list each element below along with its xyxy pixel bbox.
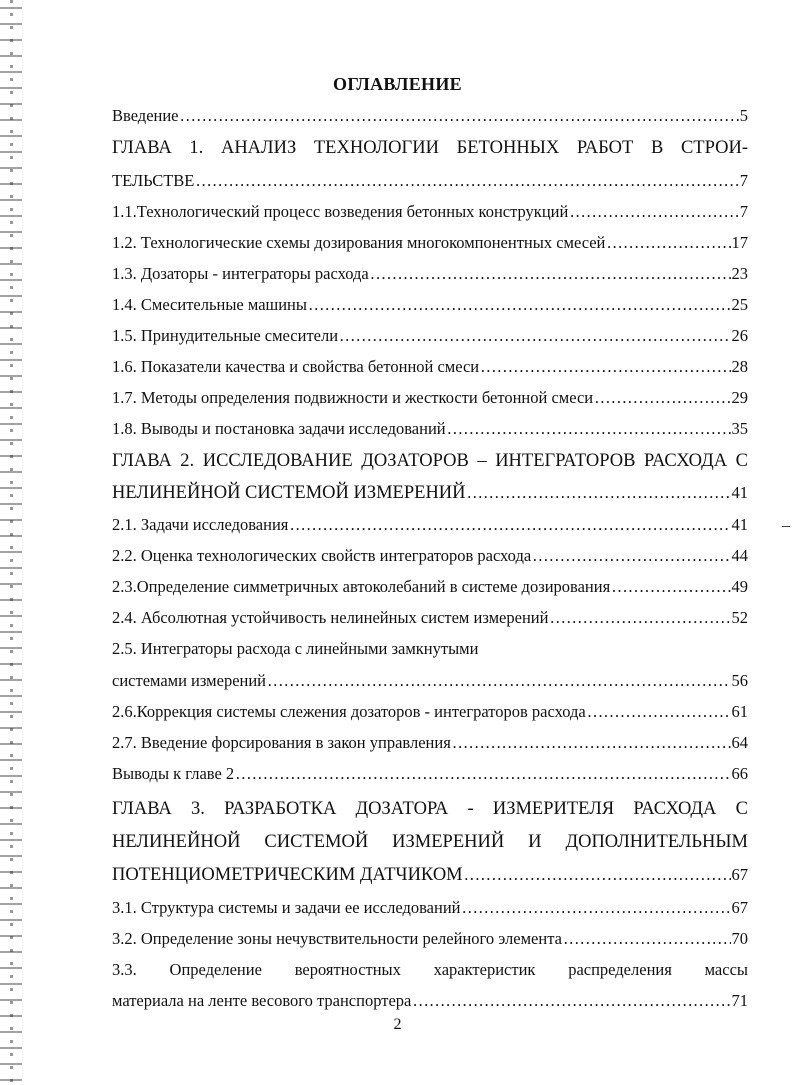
toc-entry-conclusions-2: Выводы к главе 2 …………………………………………………………………………………………………………………………………………………………………… 66 — [112, 764, 748, 784]
toc-entry-1-4: 1.4. Смесительные машины …………………………………………………………………………………………………………………………………………………………………… 25 — [112, 295, 748, 315]
toc-entry-2-4: 2.4. Абсолютная устойчивость нелинейных систем измерений …………………………………………………………………………………………………………………………………………………………………… 52 — [112, 608, 748, 628]
toc-chapter-3-line3: ПОТЕНЦИОМЕТРИЧЕСКИМ ДАТЧИКОМ …………………………………………………………………………………………………………………………………………………………………… 67 — [112, 865, 748, 886]
toc-entry-intro: Введение …………………………………………………………………………………………………………………………………………………………………… 5 — [112, 106, 748, 126]
toc-entry-3-3-line1: 3.3. Определение вероятностных характеристик распределения массы — [112, 960, 748, 979]
toc-chapter-2-line1: ГЛАВА 2. ИССЛЕДОВАНИЕ ДОЗАТОРОВ – ИНТЕГРАТОРОВ РАСХОДА С — [112, 451, 748, 471]
toc-entry-1-8: 1.8. Выводы и постановка задачи исследований …………………………………………………………………………………………………………………………………………………………………… 35 — [112, 419, 748, 439]
page-number: 2 — [393, 1016, 402, 1033]
toc-entry-2-6: 2.6.Коррекция системы слежения дозаторов - интеграторов расхода …………………………………………………………………………………………………………………………………………………………………… 61 — [112, 702, 748, 722]
toc-entry-2-1: 2.1. Задачи исследования …………………………………………………………………………………………………………………………………………………………………… 41 — [112, 515, 748, 535]
toc-entry-1-1: 1.1.Технологический процесс возведения бетонных конструкций …………………………………………………………………………………………………………………………………………………………………… 7 — [112, 202, 748, 222]
toc-chapter-3-line2: НЕЛИНЕЙНОЙ СИСТЕМОЙ ИЗМЕРЕНИЙ И ДОПОЛНИТЕЛЬНЫМ — [112, 832, 748, 852]
toc-entry-1-7: 1.7. Методы определения подвижности и жесткости бетонной смеси …………………………………………………………………………………………………………………………………………………………………… 29 — [112, 388, 748, 408]
margin-mark — [782, 526, 790, 527]
toc-chapter-1-line1: ГЛАВА 1. АНАЛИЗ ТЕХНОЛОГИИ БЕТОННЫХ РАБОТ В СТРОИ- — [112, 138, 748, 158]
toc-entry-1-2: 1.2. Технологические схемы дозирования многокомпонентных смесей …………………………………………………………………………………………………………………………………………………………………… 17 — [112, 233, 748, 253]
binding-stitches — [10, 0, 13, 1085]
toc-entry-1-3: 1.3. Дозаторы - интеграторы расхода …………………………………………………………………………………………………………………………………………………………………… 23 — [112, 264, 748, 284]
toc-chapter-3-line1: ГЛАВА 3. РАЗРАБОТКА ДОЗАТОРА - ИЗМЕРИТЕЛЯ РАСХОДА С — [112, 799, 748, 819]
toc-entry-2-5-line2: системами измерений …………………………………………………………………………………………………………………………………………………………………… 56 — [112, 671, 748, 691]
toc-entry-2-2: 2.2. Оценка технологических свойств интеграторов расхода …………………………………………………………………………………………………………………………………………………………………… 44 — [112, 546, 748, 566]
toc-entry-1-6: 1.6. Показатели качества и свойства бетонной смеси …………………………………………………………………………………………………………………………………………………………………… 28 — [112, 357, 748, 377]
toc-entry-3-3-line2: материала на ленте весового транспортера …………………………………………………………………………………………………………………………………………………………………… 71 — [112, 991, 748, 1011]
toc-entry-2-5-line1: 2.5. Интеграторы расхода с линейными замкнутыми — [112, 639, 479, 658]
toc-title: ОГЛАВЛЕНИЕ — [333, 74, 462, 94]
toc-entry-1-5: 1.5. Принудительные смесители …………………………………………………………………………………………………………………………………………………………………… 26 — [112, 326, 748, 346]
toc-chapter-2-line2: НЕЛИНЕЙНОЙ СИСТЕМОЙ ИЗМЕРЕНИЙ …………………………………………………………………………………………………………………………………………………………………… 41 — [112, 483, 748, 504]
toc-entry-3-1: 3.1. Структура системы и задачи ее исследований …………………………………………………………………………………………………………………………………………………………………… 67 — [112, 898, 748, 918]
toc-entry-2-3: 2.3.Определение симметричных автоколебаний в системе дозирования …………………………………………………………………………………………………………………………………………………………………… 49 — [112, 577, 748, 597]
toc-entry-3-2: 3.2. Определение зоны нечувствительности релейного элемента …………………………………………………………………………………………………………………………………………………………………… 70 — [112, 929, 748, 949]
toc-chapter-1-line2: ТЕЛЬСТВЕ …………………………………………………………………………………………………………………………………………………………………… 7 — [112, 171, 748, 191]
toc-entry-2-7: 2.7. Введение форсирования в закон управления …………………………………………………………………………………………………………………………………………………………………… 64 — [112, 733, 748, 753]
